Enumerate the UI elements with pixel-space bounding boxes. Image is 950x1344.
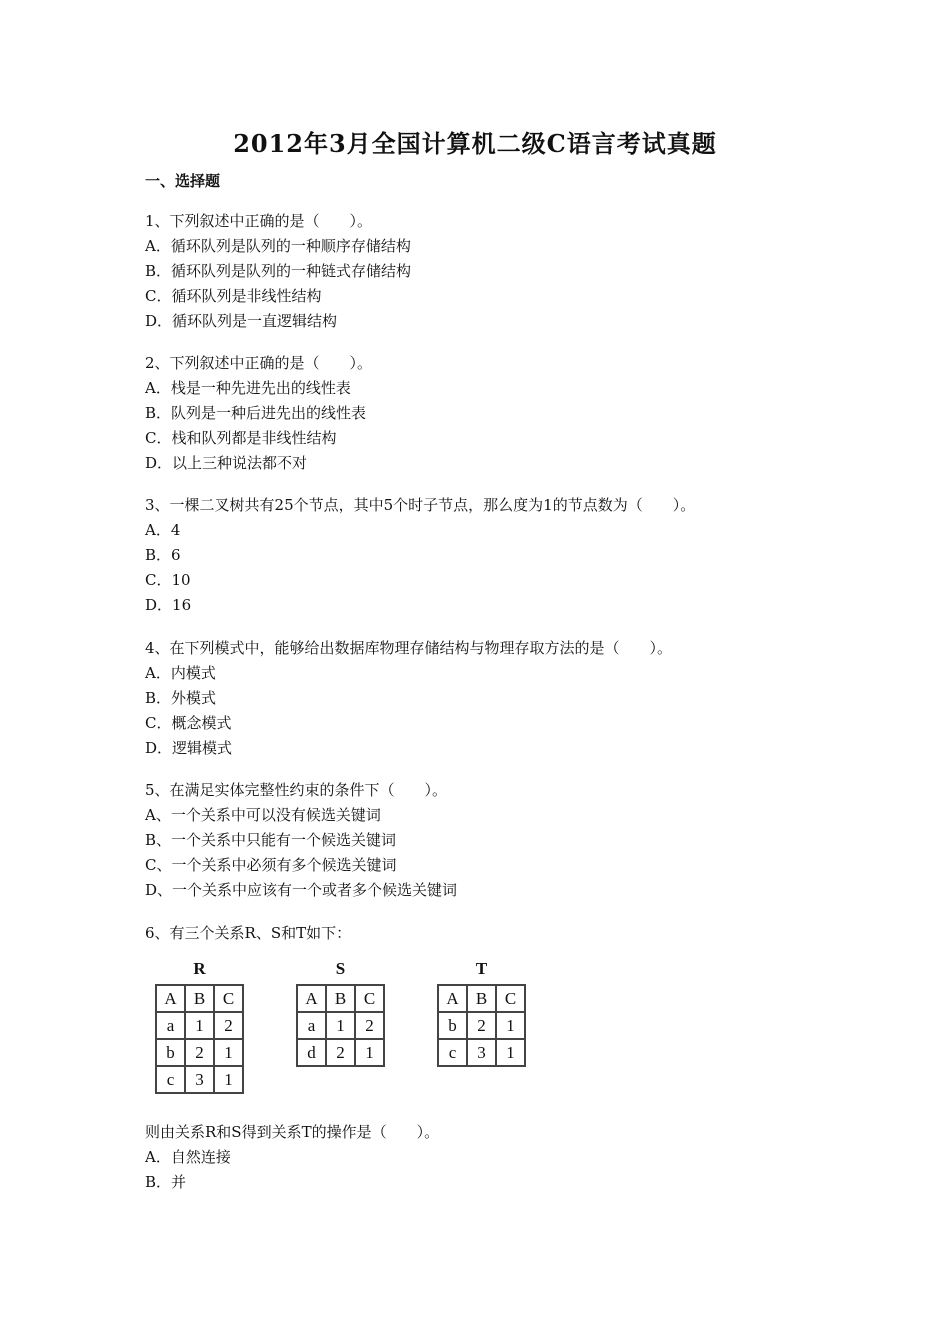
option-d: D．逻辑模式 <box>145 739 233 757</box>
option-c: C．10 <box>145 571 191 589</box>
table-cell: 1 <box>355 1039 384 1066</box>
table-row <box>438 1012 525 1039</box>
header-cell: C <box>355 985 384 1012</box>
question-stem: 1、下列叙述中正确的是（ ）。 <box>145 212 373 230</box>
question-6 <box>145 921 845 946</box>
table-header-row <box>438 985 525 1012</box>
header-cell: B <box>185 985 214 1012</box>
table-cell: c <box>156 1066 185 1093</box>
relation-tables <box>155 958 555 1103</box>
table-cell: 1 <box>185 1012 214 1039</box>
option-c: C、一个关系中必须有多个候选关键词 <box>145 856 397 874</box>
question-stem: 5、在满足实体完整性约束的条件下（ ）。 <box>145 781 448 799</box>
option-a: A．循环队列是队列的一种顺序存储结构 <box>145 237 411 255</box>
table-header-row <box>156 985 243 1012</box>
option-a: A．4 <box>145 521 181 539</box>
table-cell: 1 <box>214 1039 243 1066</box>
relation-s <box>296 958 385 1067</box>
table-row <box>156 1066 243 1093</box>
question-stem: 3、一棵二叉树共有25个节点，其中5个时子节点，那么度为1的节点数为（ ）。 <box>145 496 696 514</box>
option-c: C．循环队列是非线性结构 <box>145 287 322 305</box>
table-cell: 3 <box>467 1039 496 1066</box>
question-4 <box>145 636 845 761</box>
relation-table <box>437 984 526 1067</box>
question-followup: 则由关系R和S得到关系T的操作是（ ）。 <box>145 1123 440 1141</box>
header-cell: B <box>326 985 355 1012</box>
table-cell: 1 <box>496 1039 525 1066</box>
table-row <box>297 1012 384 1039</box>
header-cell: C <box>496 985 525 1012</box>
header-cell: C <box>214 985 243 1012</box>
question-stem: 4、在下列模式中，能够给出数据库物理存储结构与物理存取方法的是（ ）。 <box>145 639 673 657</box>
option-d: D、一个关系中应该有一个或者多个候选关键词 <box>145 881 458 899</box>
option-d: D．16 <box>145 596 192 614</box>
table-header-row <box>297 985 384 1012</box>
option-a: A．内模式 <box>145 664 216 682</box>
header-cell: A <box>297 985 326 1012</box>
option-b: B．循环队列是队列的一种链式存储结构 <box>145 262 412 280</box>
question-stem: 6、有三个关系R、S和T如下： <box>145 924 352 942</box>
option-c: C．概念模式 <box>145 714 232 732</box>
option-d: D．循环队列是一直逻辑结构 <box>145 312 338 330</box>
table-cell: a <box>297 1012 326 1039</box>
table-row <box>156 1012 243 1039</box>
relation-table <box>155 984 244 1094</box>
relation-r <box>155 958 244 1094</box>
table-cell: 2 <box>355 1012 384 1039</box>
relation-t <box>437 958 526 1067</box>
question-6-followup <box>145 1120 845 1195</box>
header-cell: B <box>467 985 496 1012</box>
header-cell: A <box>156 985 185 1012</box>
table-cell: 1 <box>326 1012 355 1039</box>
option-b: B．队列是一种后进先出的线性表 <box>145 404 367 422</box>
option-b: B．并 <box>145 1173 187 1191</box>
table-cell: 2 <box>467 1012 496 1039</box>
question-5 <box>145 778 845 903</box>
table-cell: 2 <box>326 1039 355 1066</box>
table-cell: b <box>156 1039 185 1066</box>
option-a: A、一个关系中可以没有候选关键词 <box>145 806 381 824</box>
table-cell: 2 <box>185 1039 214 1066</box>
question-1 <box>145 209 845 334</box>
option-b: B、一个关系中只能有一个候选关键词 <box>145 831 397 849</box>
option-c: C．栈和队列都是非线性结构 <box>145 429 337 447</box>
header-cell: A <box>438 985 467 1012</box>
table-cell: 2 <box>214 1012 243 1039</box>
relation-name: R <box>193 959 206 978</box>
option-a: A．自然连接 <box>145 1148 231 1166</box>
table-cell: d <box>297 1039 326 1066</box>
option-b: B．外模式 <box>145 689 217 707</box>
option-b: B．6 <box>145 546 181 564</box>
table-cell: c <box>438 1039 467 1066</box>
option-a: A．栈是一种先进先出的线性表 <box>145 379 351 397</box>
question-2 <box>145 351 845 476</box>
question-stem: 2、下列叙述中正确的是（ ）。 <box>145 354 373 372</box>
table-cell: 1 <box>496 1012 525 1039</box>
relation-name: S <box>335 959 346 978</box>
table-cell: a <box>156 1012 185 1039</box>
page-title: 2012年3月全国计算机二级C语言考试真题 <box>233 129 717 158</box>
table-row <box>156 1039 243 1066</box>
question-3 <box>145 493 845 618</box>
table-cell: 1 <box>214 1066 243 1093</box>
table-cell: b <box>438 1012 467 1039</box>
section-heading: 一、选择题 <box>145 172 221 190</box>
option-d: D．以上三种说法都不对 <box>145 454 308 472</box>
table-row <box>438 1039 525 1066</box>
table-row <box>297 1039 384 1066</box>
table-cell: 3 <box>185 1066 214 1093</box>
relation-table <box>296 984 385 1067</box>
relation-name: T <box>475 959 488 978</box>
